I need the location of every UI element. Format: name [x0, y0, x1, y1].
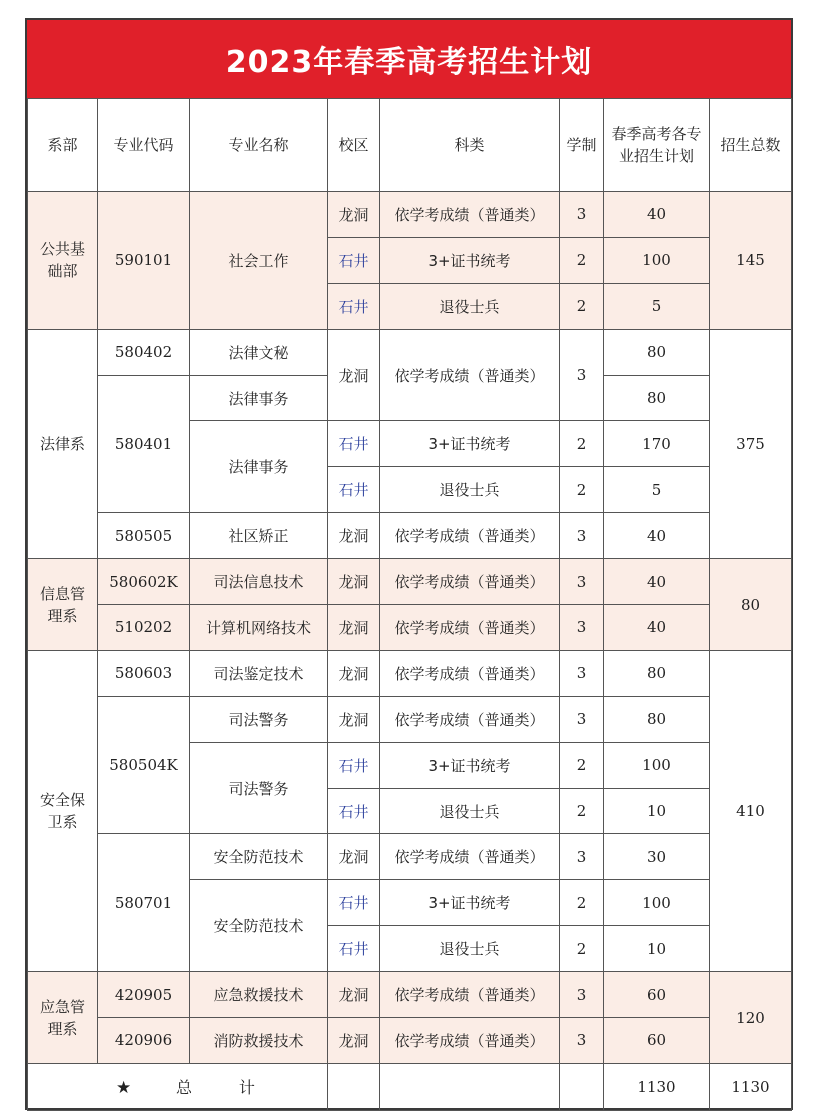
code-cell: 510202	[98, 605, 190, 651]
name-cell: 消防救援技术	[190, 1018, 328, 1064]
header-plan: 春季高考各专业招生计划	[604, 99, 710, 192]
years-cell: 3	[560, 650, 604, 696]
dept-cell	[28, 192, 98, 330]
plan-cell: 80	[604, 329, 710, 375]
campus-cell: 龙洞	[328, 559, 380, 605]
code-cell: 580504K	[98, 696, 190, 834]
code-cell: 580401	[98, 375, 190, 513]
category-cell: 3+证书统考	[380, 237, 560, 283]
plan-cell: 40	[604, 513, 710, 559]
category-cell: 依学考成绩（普通类）	[380, 696, 560, 742]
group-total-cell: 375	[710, 329, 792, 558]
code-cell: 580603	[98, 650, 190, 696]
total-label-1: 总	[176, 1078, 193, 1098]
years-cell: 3	[560, 559, 604, 605]
campus-cell: 龙洞	[328, 329, 380, 421]
star-icon: ★	[116, 1078, 132, 1099]
dept-label: 安全保卫系	[39, 791, 85, 832]
enrollment-table	[27, 98, 792, 1111]
plan-cell: 80	[604, 375, 710, 421]
name-cell: 社会工作	[190, 192, 328, 330]
total-label-cell	[28, 1063, 328, 1110]
category-cell: 依学考成绩（普通类）	[380, 1018, 560, 1064]
table-row	[28, 834, 792, 880]
campus-cell: 石井	[328, 467, 380, 513]
category-cell: 退役士兵	[380, 926, 560, 972]
category-cell: 3+证书统考	[380, 880, 560, 926]
total-label-2: 计	[238, 1078, 255, 1098]
years-cell: 3	[560, 605, 604, 651]
table-row	[28, 513, 792, 559]
group-total-cell: 120	[710, 972, 792, 1064]
campus-cell: 龙洞	[328, 605, 380, 651]
name-cell: 计算机网络技术	[190, 605, 328, 651]
code-cell: 580402	[98, 329, 190, 375]
campus-cell: 龙洞	[328, 696, 380, 742]
dept-cell	[28, 650, 98, 971]
table-row	[28, 329, 792, 375]
name-cell: 安全防范技术	[190, 834, 328, 880]
name-cell: 司法警务	[190, 696, 328, 742]
plan-frame	[25, 18, 793, 1110]
campus-cell: 龙洞	[328, 1018, 380, 1064]
campus-cell: 石井	[328, 926, 380, 972]
header-name: 专业名称	[190, 99, 328, 192]
total-years-cell	[560, 1063, 604, 1110]
plan-cell: 5	[604, 283, 710, 329]
plan-cell: 40	[604, 605, 710, 651]
dept-label: 应急管理系	[39, 997, 85, 1038]
code-cell: 580505	[98, 513, 190, 559]
category-cell: 依学考成绩（普通类）	[380, 650, 560, 696]
code-cell: 420906	[98, 1018, 190, 1064]
years-cell: 2	[560, 467, 604, 513]
dept-label: 信息管理系	[39, 584, 85, 625]
category-cell: 退役士兵	[380, 283, 560, 329]
years-cell: 3	[560, 513, 604, 559]
name-cell: 司法信息技术	[190, 559, 328, 605]
header-years: 学制	[560, 99, 604, 192]
category-cell: 依学考成绩（普通类）	[380, 972, 560, 1018]
campus-cell: 龙洞	[328, 650, 380, 696]
total-row	[28, 1063, 792, 1110]
table-row	[28, 192, 792, 238]
dept-label: 公共基础部	[39, 240, 85, 281]
category-cell: 3+证书统考	[380, 421, 560, 467]
code-cell: 580701	[98, 834, 190, 972]
years-cell: 3	[560, 1018, 604, 1064]
campus-cell: 石井	[328, 742, 380, 788]
campus-cell: 石井	[328, 421, 380, 467]
header-dept: 系部	[28, 99, 98, 192]
name-cell: 司法鉴定技术	[190, 650, 328, 696]
name-cell: 法律事务	[190, 375, 328, 421]
header-campus: 校区	[328, 99, 380, 192]
years-cell: 3	[560, 329, 604, 421]
code-cell: 580602K	[98, 559, 190, 605]
header-row	[28, 99, 792, 192]
table-row	[28, 605, 792, 651]
header-total: 招生总数	[710, 99, 792, 192]
years-cell: 2	[560, 742, 604, 788]
plan-cell: 60	[604, 1018, 710, 1064]
name-cell: 应急救援技术	[190, 972, 328, 1018]
plan-cell: 170	[604, 421, 710, 467]
dept-cell	[28, 972, 98, 1064]
years-cell: 3	[560, 834, 604, 880]
grand-total: 1130	[710, 1063, 792, 1110]
plan-cell: 60	[604, 972, 710, 1018]
category-cell: 依学考成绩（普通类）	[380, 834, 560, 880]
category-cell: 依学考成绩（普通类）	[380, 559, 560, 605]
years-cell: 2	[560, 880, 604, 926]
dept-cell	[28, 559, 98, 651]
years-cell: 2	[560, 926, 604, 972]
campus-cell: 石井	[328, 788, 380, 834]
plan-cell: 40	[604, 192, 710, 238]
campus-cell: 石井	[328, 237, 380, 283]
table-row	[28, 972, 792, 1018]
group-total-cell: 410	[710, 650, 792, 971]
plan-cell: 40	[604, 559, 710, 605]
category-cell: 退役士兵	[380, 467, 560, 513]
category-cell: 依学考成绩（普通类）	[380, 329, 560, 421]
campus-cell: 龙洞	[328, 834, 380, 880]
category-cell: 依学考成绩（普通类）	[380, 513, 560, 559]
name-cell: 社区矫正	[190, 513, 328, 559]
header-code: 专业代码	[98, 99, 190, 192]
category-cell: 依学考成绩（普通类）	[380, 192, 560, 238]
plan-cell: 10	[604, 788, 710, 834]
years-cell: 2	[560, 237, 604, 283]
plan-cell: 100	[604, 880, 710, 926]
name-cell: 司法警务	[190, 742, 328, 834]
years-cell: 2	[560, 283, 604, 329]
plan-cell: 80	[604, 696, 710, 742]
group-total-cell: 80	[710, 559, 792, 651]
years-cell: 2	[560, 421, 604, 467]
table-row	[28, 1018, 792, 1064]
plan-cell: 5	[604, 467, 710, 513]
plan-cell: 80	[604, 650, 710, 696]
campus-cell: 石井	[328, 880, 380, 926]
table-row	[28, 559, 792, 605]
category-cell: 依学考成绩（普通类）	[380, 605, 560, 651]
table-row	[28, 650, 792, 696]
total-campus-cell	[328, 1063, 380, 1110]
name-cell: 安全防范技术	[190, 880, 328, 972]
total-category-cell	[380, 1063, 560, 1110]
campus-cell: 龙洞	[328, 513, 380, 559]
name-cell: 法律文秘	[190, 329, 328, 375]
code-cell: 590101	[98, 192, 190, 330]
group-total-cell: 145	[710, 192, 792, 330]
header-category: 科类	[380, 99, 560, 192]
code-cell: 420905	[98, 972, 190, 1018]
plan-cell: 100	[604, 742, 710, 788]
page-title: 2023年春季高考招生计划	[27, 20, 791, 98]
plan-cell: 30	[604, 834, 710, 880]
campus-cell: 龙洞	[328, 192, 380, 238]
years-cell: 3	[560, 696, 604, 742]
plan-cell: 10	[604, 926, 710, 972]
campus-cell: 石井	[328, 283, 380, 329]
years-cell: 2	[560, 788, 604, 834]
plan-cell: 100	[604, 237, 710, 283]
category-cell: 退役士兵	[380, 788, 560, 834]
category-cell: 3+证书统考	[380, 742, 560, 788]
table-row	[28, 696, 792, 742]
years-cell: 3	[560, 192, 604, 238]
campus-cell: 龙洞	[328, 972, 380, 1018]
dept-cell: 法律系	[28, 329, 98, 558]
plan-grand-total: 1130	[604, 1063, 710, 1110]
name-cell: 法律事务	[190, 421, 328, 513]
years-cell: 3	[560, 972, 604, 1018]
